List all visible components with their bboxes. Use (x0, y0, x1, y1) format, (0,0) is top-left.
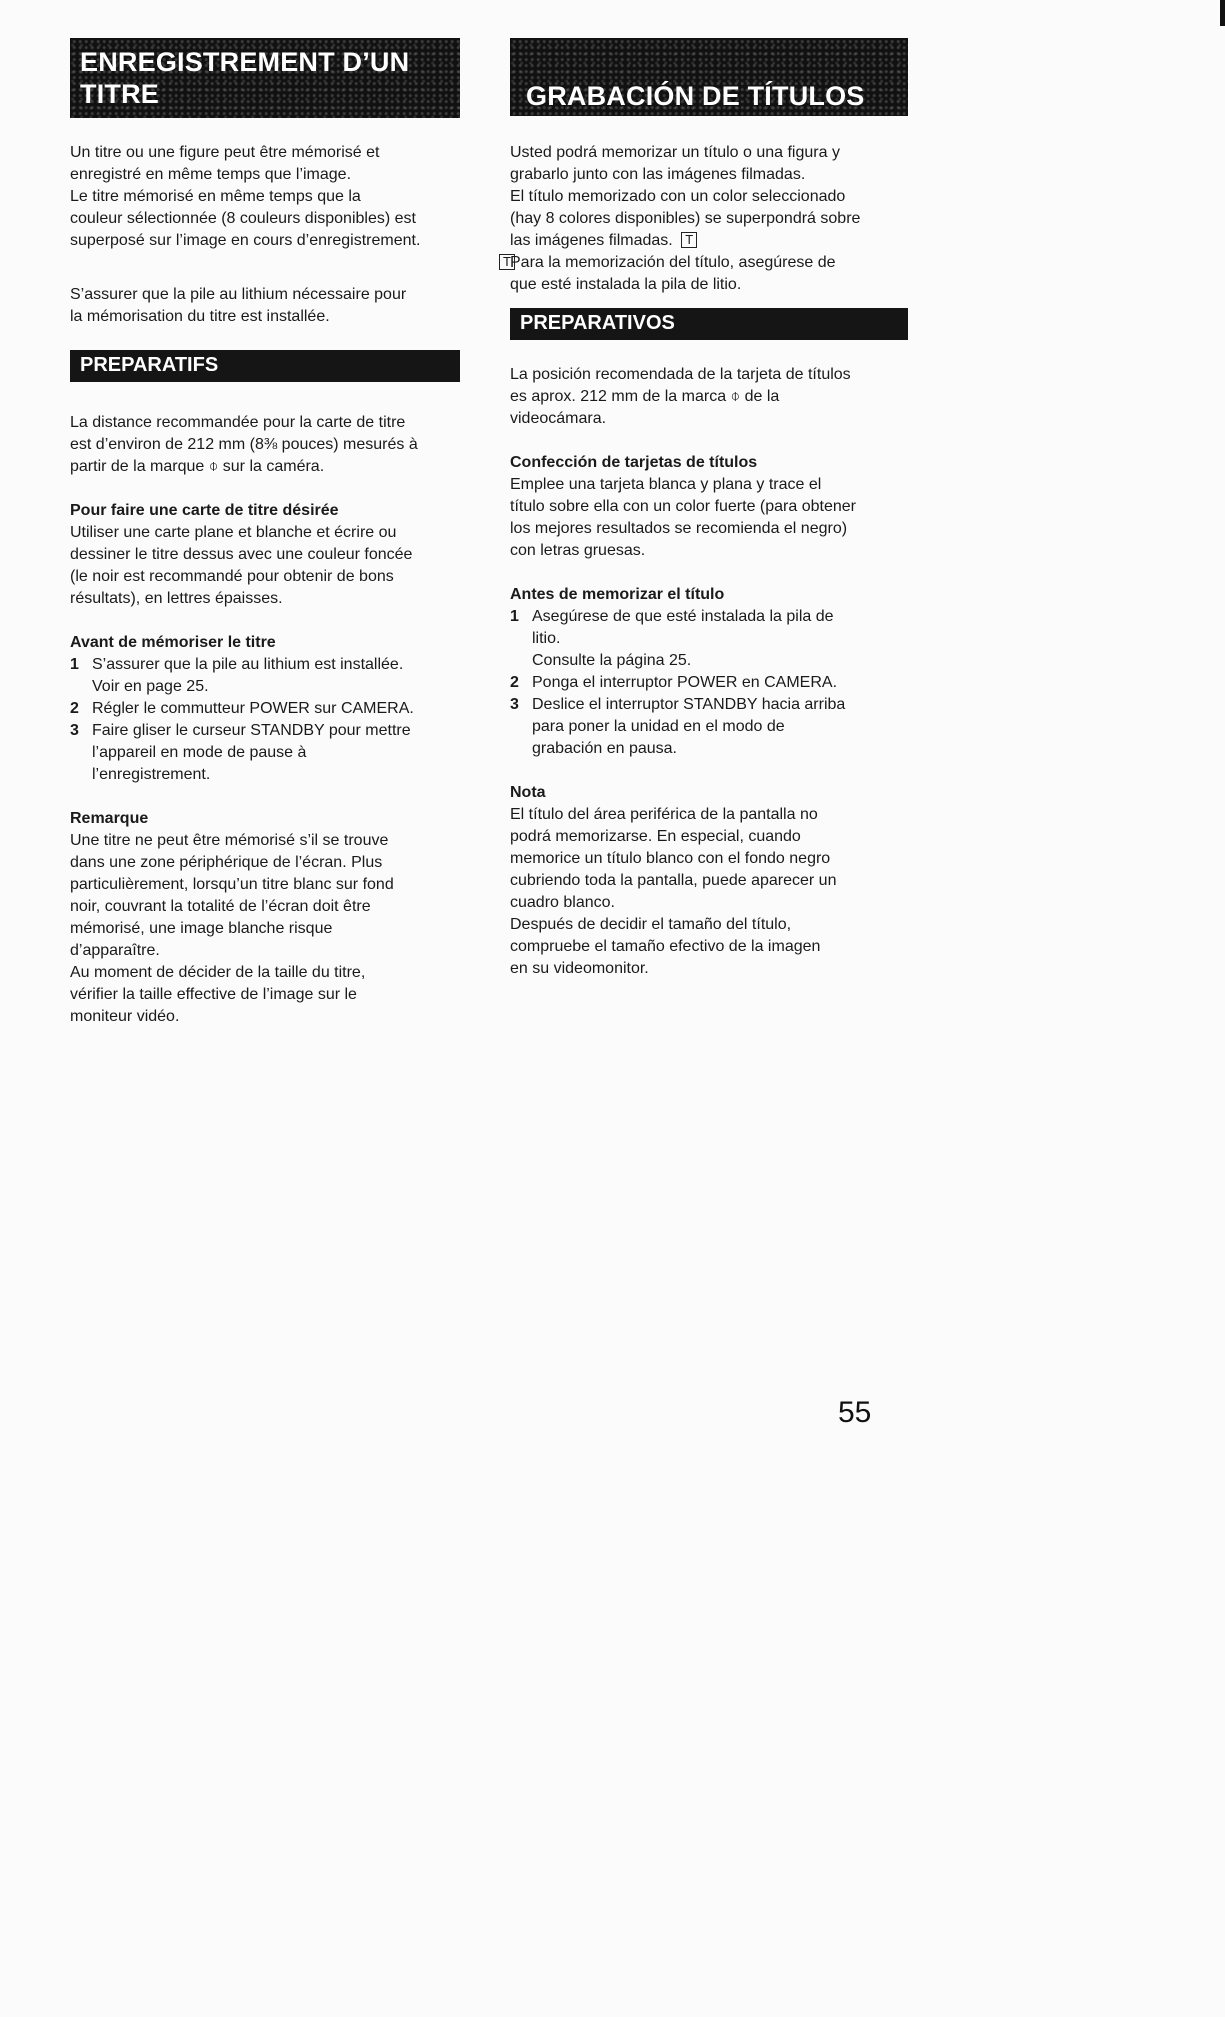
spanish-before-heading: Antes de memorizar el título (510, 586, 725, 603)
french-body (70, 142, 515, 1028)
french-remark-line: noir, couvrant la totalité de l’écran doit être (70, 898, 371, 915)
french-distance-line: La distance recommandée pour la carte de titre (70, 414, 406, 431)
list-item (70, 698, 515, 720)
french-remark-text (70, 830, 515, 1028)
spanish-note-line: podrá memorizarse. En especial, cuando (510, 828, 801, 845)
step-line: para poner la unidad en el modo de (532, 718, 785, 735)
spanish-body (510, 142, 955, 980)
spanish-distance (510, 364, 955, 430)
step-line: Ponga el interruptor POWER en CAMERA. (532, 674, 838, 691)
french-lithium-note (70, 284, 515, 328)
spanish-note-line: Después de decidir el tamaño del título, (510, 916, 792, 933)
spanish-distance-line: La posición recomendada de la tarjeta de títulos (510, 366, 851, 383)
french-t-symbol-line (70, 252, 515, 274)
french-intro (70, 142, 515, 274)
french-card-line: dessiner le titre dessus avec une couleur foncée (70, 546, 413, 563)
french-intro-line: superposé sur l’image en cours d’enregistrement. (70, 232, 421, 249)
french-before-heading: Avant de mémoriser le titre (70, 634, 276, 651)
list-item (70, 654, 515, 698)
french-card-line: (le noir est recommandé pour obtenir de bons (70, 568, 394, 585)
french-intro-line: Le titre mémorisé en même temps que la (70, 188, 361, 205)
french-title (80, 46, 452, 110)
step-line: l’appareil en mode de pause à (92, 744, 307, 761)
french-intro-line: couleur sélectionnée (8 couleurs disponibles) est (70, 210, 416, 227)
page-number: 55 (838, 1396, 872, 1429)
list-item (510, 606, 955, 672)
french-remark-line: mémorisé, une image blanche risque (70, 920, 333, 937)
step-line: S’assurer que la pile au lithium est installée. (92, 656, 404, 673)
step-line: Consulte la página 25. (532, 652, 692, 669)
spanish-note-line: compruebe el tamaño efectivo de la imagen (510, 938, 821, 955)
spanish-card-line: con letras gruesas. (510, 542, 646, 559)
spanish-intro (510, 142, 955, 252)
spanish-note-line: memorice un título blanco con el fondo negro (510, 850, 831, 867)
french-distance (70, 412, 515, 478)
step-number: 3 (70, 722, 79, 739)
list-item (510, 672, 955, 694)
spanish-distance-line: es aprox. 212 mm de la marca ⌽ de la (510, 388, 780, 405)
spanish-intro-line-text: las imágenes filmadas. (510, 232, 673, 249)
french-prep-heading: PREPARATIFS (70, 350, 460, 382)
french-remark-line: Une titre ne peut être mémorisé s’il se trouve (70, 832, 389, 849)
spanish-note-line: El título del área periférica de la pantalla no (510, 806, 818, 823)
french-remark-heading: Remarque (70, 810, 149, 827)
french-intro-line: Un titre ou une figure peut être mémorisé et (70, 144, 380, 161)
spanish-intro-line: grabarlo junto con las imágenes filmadas. (510, 166, 806, 183)
french-remark-line: vérifier la taille effective de l’image sur le (70, 986, 357, 1003)
step-line: grabación en pausa. (532, 740, 677, 757)
title-t-icon: T (681, 232, 697, 248)
french-card-text (70, 522, 515, 610)
spanish-prep-heading: PREPARATIVOS (510, 308, 908, 340)
spanish-card-heading: Confección de tarjetas de títulos (510, 454, 758, 471)
french-remark-line: particulièrement, lorsqu’un titre blanc sur fond (70, 876, 394, 893)
title-t-icon: T (499, 254, 515, 270)
spanish-intro-line: Usted podrá memorizar un título o una figura y (510, 144, 840, 161)
french-title-line1: ENREGISTREMENT D’UN (80, 47, 410, 77)
french-steps-list (70, 654, 515, 786)
spanish-lithium-line: Para la memorización del título, asegúrese de (510, 254, 836, 271)
step-line: Régler le commutteur POWER sur CAMERA. (92, 700, 414, 717)
french-title-banner (70, 38, 460, 118)
spanish-title-banner (510, 38, 908, 116)
french-lithium-line: la mémorisation du titre est installée. (70, 308, 330, 325)
spanish-lithium-note (510, 252, 955, 296)
french-card-line: résultats), en lettres épaisses. (70, 590, 283, 607)
french-title-line2: TITRE (80, 79, 159, 109)
spanish-intro-line: El título memorizado con un color seleccionado (510, 188, 846, 205)
french-lithium-line: S’assurer que la pile au lithium nécessaire pour (70, 286, 407, 303)
spanish-note-heading: Nota (510, 784, 546, 801)
spanish-lithium-line: que esté instalada la pila de litio. (510, 276, 742, 293)
page-edge-mark (1220, 0, 1225, 26)
step-number: 3 (510, 696, 519, 713)
step-line: litio. (532, 630, 561, 647)
step-number: 2 (70, 700, 79, 717)
french-card-heading: Pour faire une carte de titre désirée (70, 502, 339, 519)
french-remark-line: dans une zone périphérique de l’écran. Plus (70, 854, 383, 871)
french-remark-line: d’apparaître. (70, 942, 160, 959)
step-line: Faire gliser le curseur STANDBY pour mettre (92, 722, 411, 739)
spanish-title: GRABACIÓN DE TÍTULOS (526, 81, 865, 111)
french-distance-line: est d’environ de 212 mm (8⅜ pouces) mesurés à (70, 436, 418, 453)
step-number: 1 (70, 656, 79, 673)
list-item (70, 720, 515, 786)
spanish-steps-list (510, 606, 955, 760)
list-item (510, 694, 955, 760)
french-remark-line: Au moment de décider de la taille du titre, (70, 964, 366, 981)
step-number: 1 (510, 608, 519, 625)
spanish-distance-line: videocámara. (510, 410, 607, 427)
french-card-line: Utiliser une carte plane et blanche et écrire ou (70, 524, 397, 541)
french-distance-line: partir de la marque ⌽ sur la caméra. (70, 458, 325, 475)
french-intro-line: enregistré en même temps que l’image. (70, 166, 352, 183)
step-number: 2 (510, 674, 519, 691)
step-line: l’enregistrement. (92, 766, 211, 783)
step-line: Asegúrese de que esté instalada la pila de (532, 608, 834, 625)
step-line: Voir en page 25. (92, 678, 209, 695)
spanish-intro-line (510, 230, 955, 252)
spanish-card-line: Emplee una tarjeta blanca y plana y trace el (510, 476, 822, 493)
french-remark-line: moniteur vidéo. (70, 1008, 180, 1025)
spanish-card-line: título sobre ella con un color fuerte (para obtener (510, 498, 856, 515)
spanish-card-text (510, 474, 955, 562)
spanish-note-line: cubriendo toda la pantalla, puede aparecer un (510, 872, 837, 889)
spanish-intro-line: (hay 8 colores disponibles) se superpondrá sobre (510, 210, 861, 227)
spanish-note-text (510, 804, 955, 980)
spanish-card-line: los mejores resultados se recomienda el negro) (510, 520, 848, 537)
step-line: Deslice el interruptor STANDBY hacia arriba (532, 696, 846, 713)
spanish-note-line: en su videomonitor. (510, 960, 649, 977)
spanish-note-line: cuadro blanco. (510, 894, 615, 911)
